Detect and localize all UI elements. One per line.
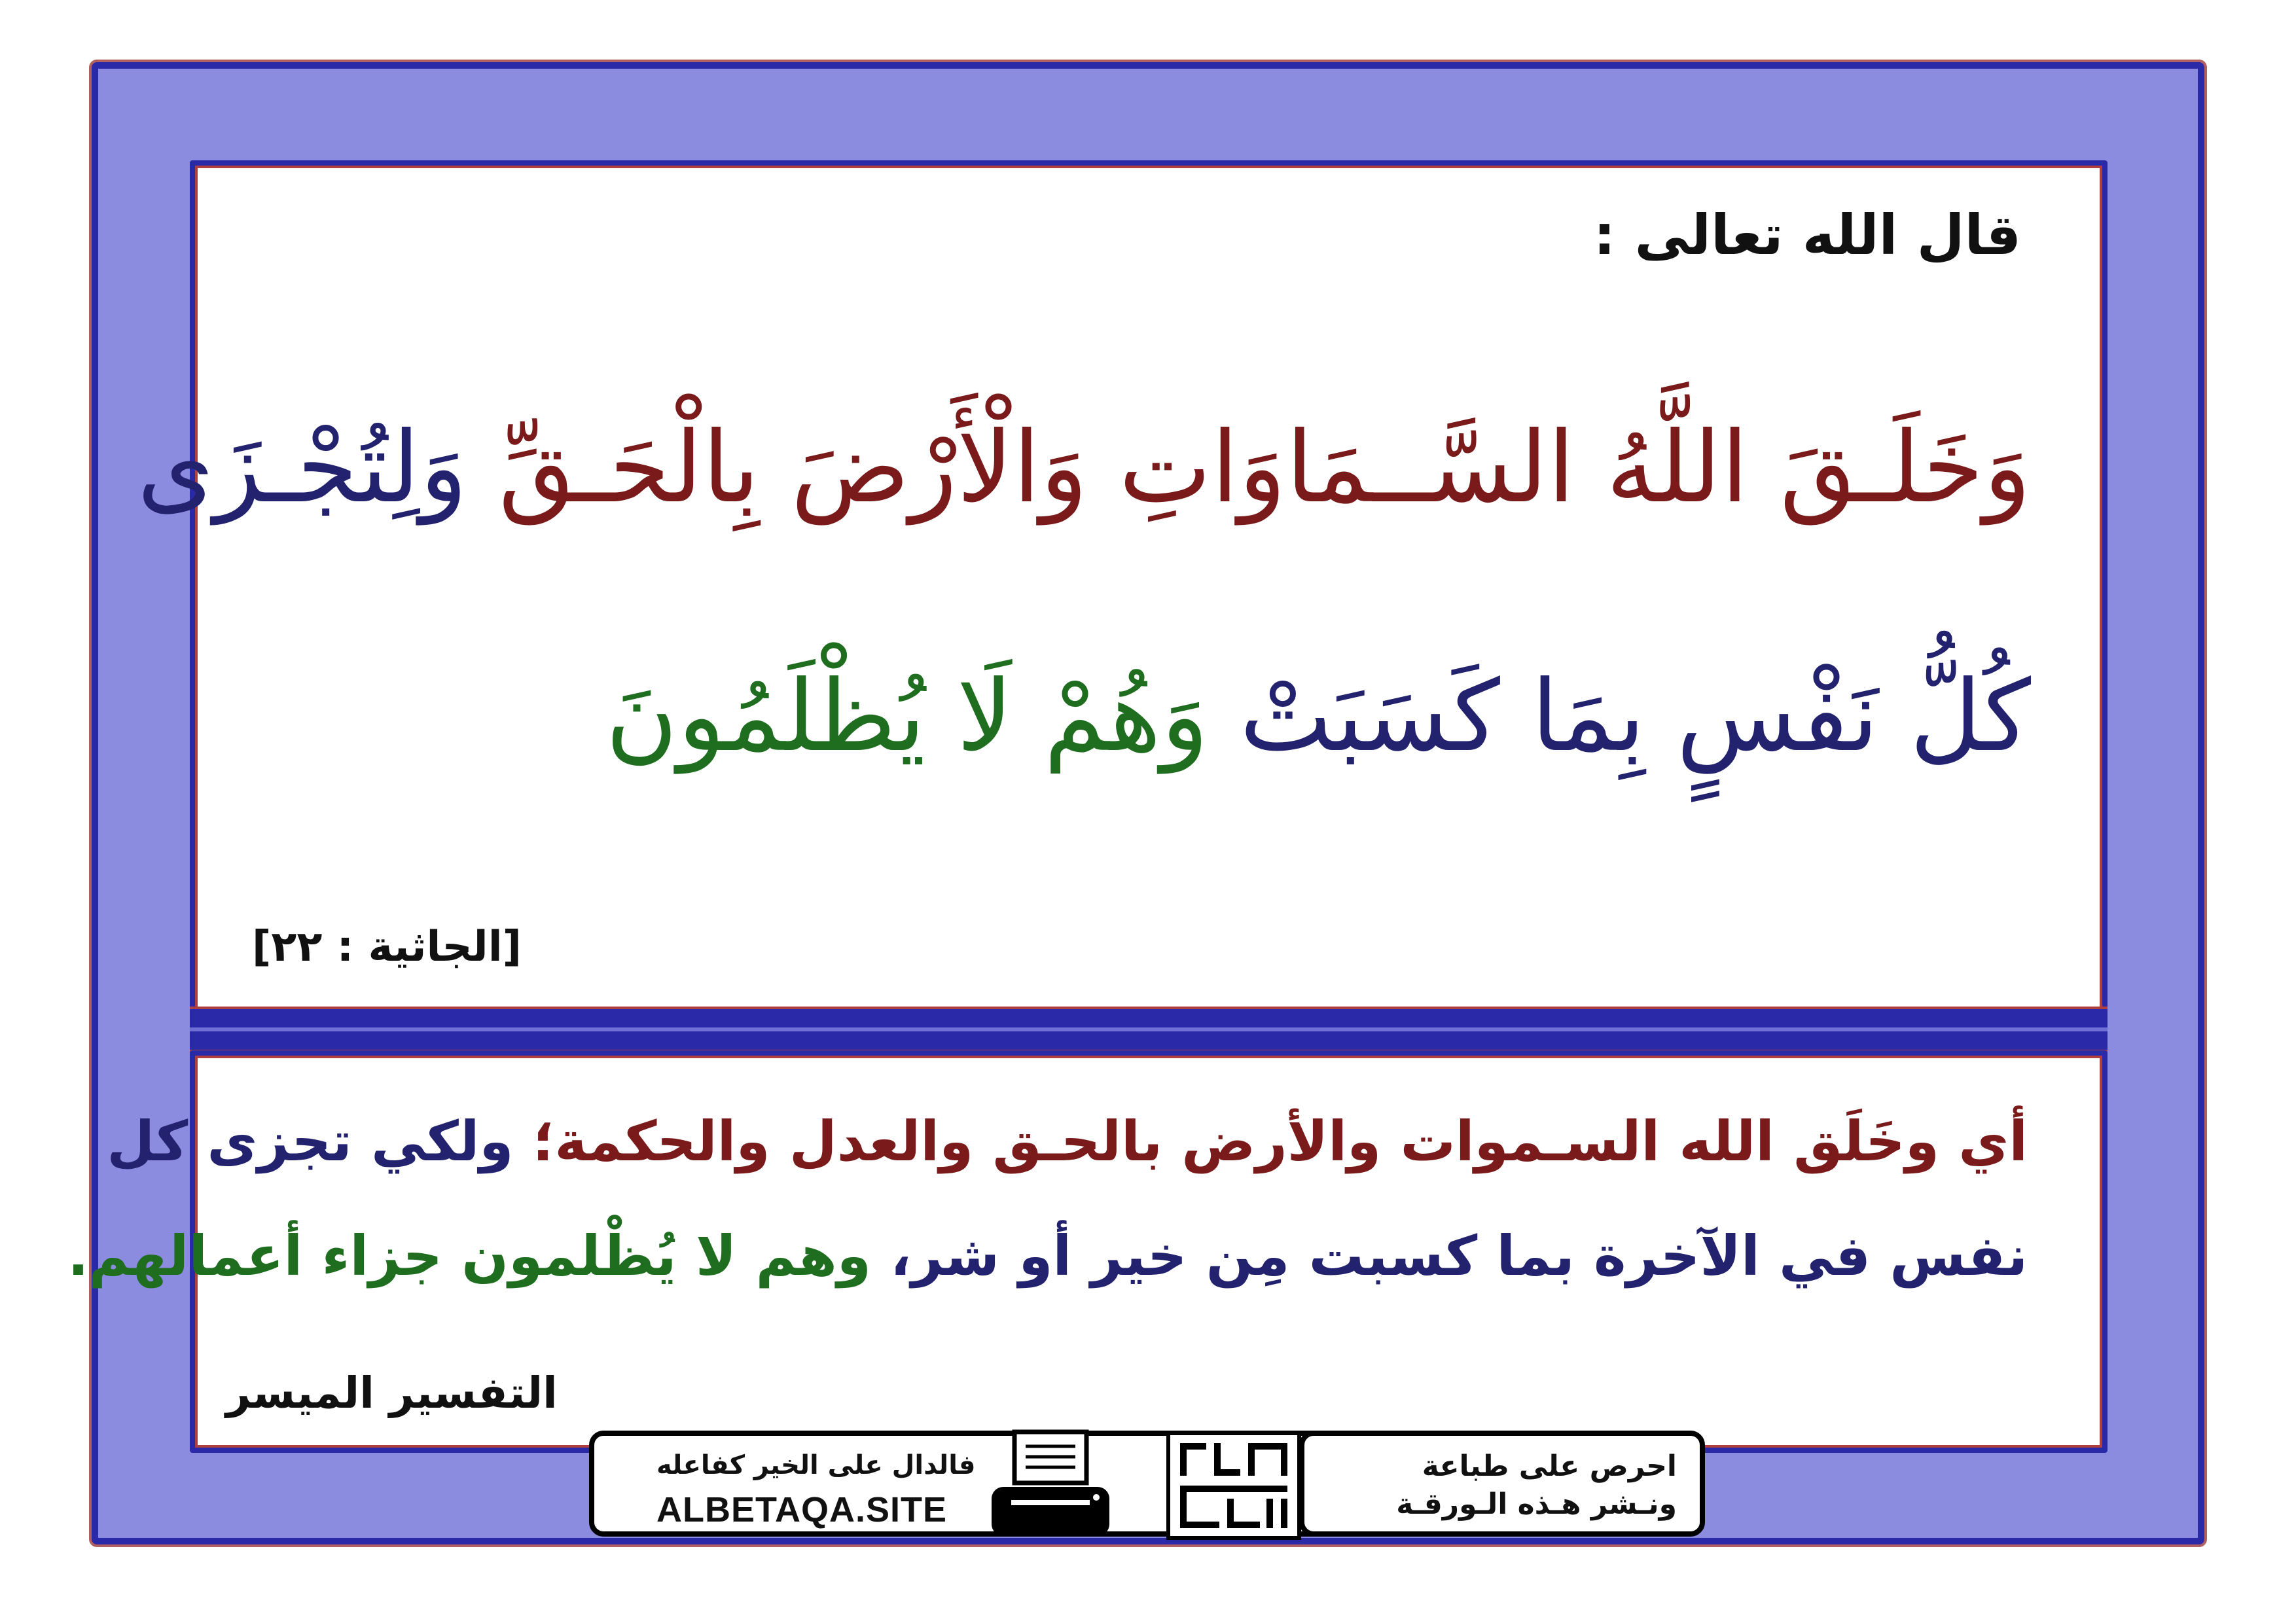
verse-line-1 xyxy=(137,411,2031,525)
tafsir-source: التفسير الميسر xyxy=(226,1368,558,1418)
verse-line-2 xyxy=(605,660,2031,774)
tafsir-line-1 xyxy=(107,1109,2028,1173)
verse-line-1-maroon: وَخَلَـقَ اللَّهُ السَّــمَاوَاتِ وَالْأَرْضَ بِالْحَـقِّ xyxy=(498,411,2031,525)
verse-panel xyxy=(190,160,2108,1014)
verse-line-2-green: وَهُمْ لَا يُظْلَمُونَ xyxy=(605,660,1209,774)
footer-proverb: فالدال على الخير كفاعله xyxy=(656,1450,976,1480)
printer-icon xyxy=(985,1427,1116,1541)
logo xyxy=(1162,1430,1306,1541)
footer-site[interactable]: ALBETAQA.SITE xyxy=(656,1490,947,1529)
tafsir-line-2-green: وهم لا يُظْلمون جزاء أعمالهم. xyxy=(67,1224,871,1288)
tafsir-line-1-navy: ولكي تجزى كل xyxy=(107,1109,514,1173)
verse-line-1-navy: وَلِتُجْـزَى xyxy=(137,411,467,525)
tafsir-line-2-navy: نفس في الآخرة بما كسبت مِن خير أو شر، xyxy=(890,1224,2028,1288)
tafsir-line-1-maroon: أي وخَلَق الله السـموات والأرض بالحـق والعدل والحكمة؛ xyxy=(532,1109,2028,1173)
verse-reference: [الجاثية : ٢٢] xyxy=(252,923,522,971)
tafsir-line-2 xyxy=(67,1224,2028,1288)
footer-print-note xyxy=(1299,1431,1705,1537)
footer-print-line-2: ونـشر هـذه الـورقـة xyxy=(1396,1488,1677,1521)
footer-print-text xyxy=(1396,1448,1677,1524)
verse-line-2-navy: كُلُّ نَفْسٍ بِمَا كَسَبَتْ xyxy=(1240,660,2031,774)
verse-intro-heading: قال الله تعالى : xyxy=(1593,203,2021,267)
kufic-logo-icon xyxy=(1162,1430,1306,1541)
footer-print-line-1: احرص على طباعة xyxy=(1422,1450,1677,1483)
panel-divider xyxy=(190,1007,2108,1052)
